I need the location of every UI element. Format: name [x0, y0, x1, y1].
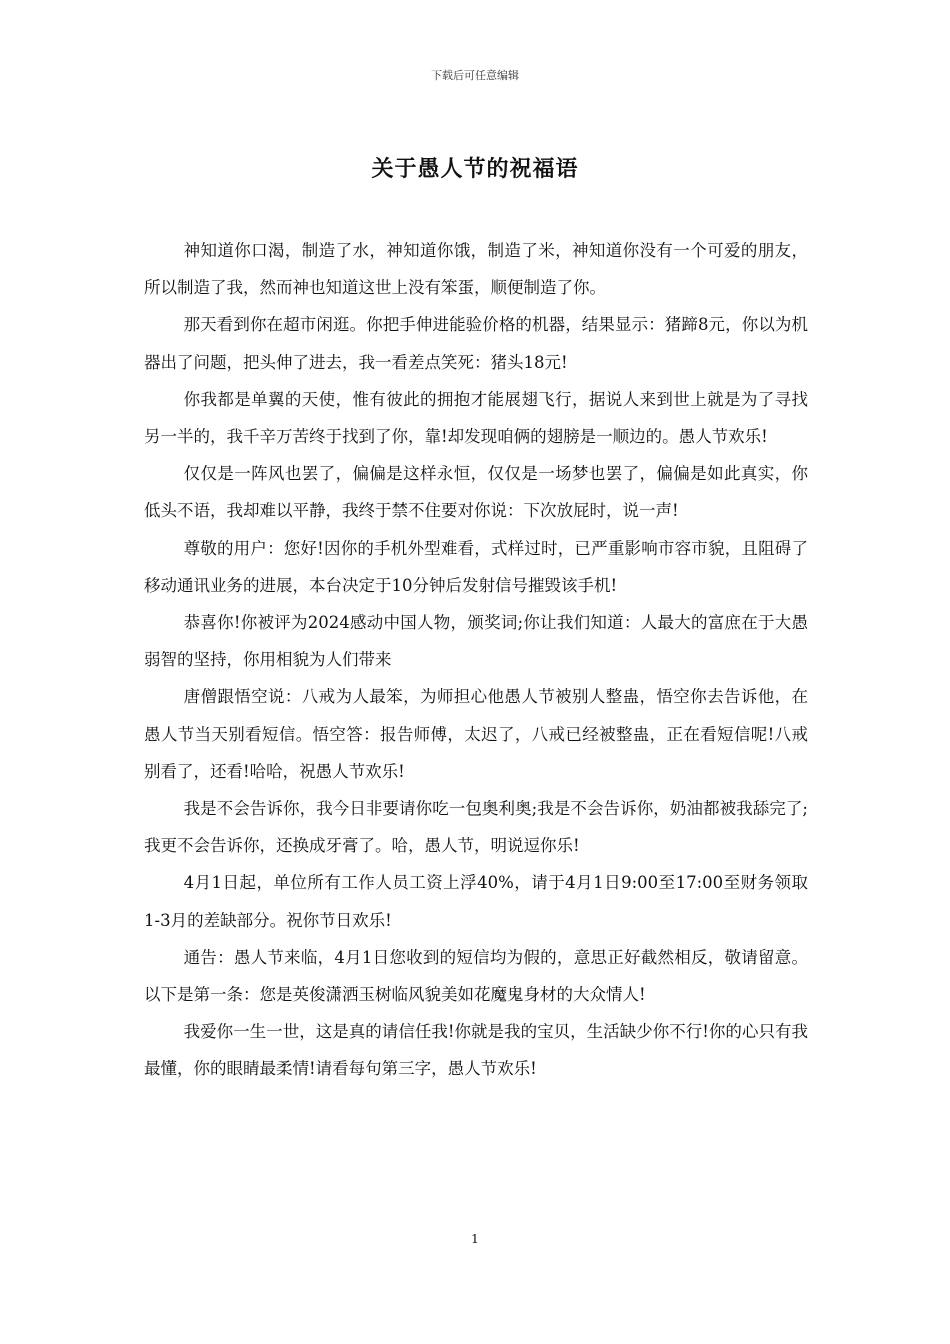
paragraph: 我是不会告诉你，我今日非要请你吃一包奥利奥;我是不会告诉你，奶油都被我舔完了;我更不会告诉你，还换成牙膏了。哈，愚人节，明说逗你乐! [144, 799, 808, 856]
paragraph: 4月1日起，单位所有工作人员工资上浮40%，请于4月1日9:00至17:00至财务领取1-3月的差缺部分。祝你节日欢乐! [144, 873, 808, 930]
document-title: 关于愚人节的祝福语 [371, 156, 579, 182]
paragraph: 你我都是单翼的天使，惟有彼此的拥抱才能展翅飞行，据说人来到世上就是为了寻找另一半的，我千辛万苦终于找到了你，靠!却发现咱俩的翅膀是一顺边的。愚人节欢乐! [144, 389, 808, 447]
paragraph: 尊敬的用户：您好!因你的手机外型难看，式样过时，已严重影响市容市貌，且阻碍了移动通讯业务的进展，本台决定于10分钟后发射信号摧毁该手机! [144, 538, 808, 595]
paragraph: 恭喜你!你被评为2024感动中国人物，颁奖词;你让我们知道：人最大的富庶在于大愚弱智的坚持，你用相貌为人们带来 [144, 613, 808, 670]
paragraph: 唐僧跟悟空说：八戒为人最笨，为师担心他愚人节被别人整蛊，悟空你去告诉他，在愚人节当天别看短信。悟空答：报告师傅，太迟了，八戒已经被整蛊，正在看短信呢!八戒别看了，还看!哈哈，祝愚人节欢乐! [144, 687, 808, 781]
paragraph: 那天看到你在超市闲逛。你把手伸进能验价格的机器，结果显示：猪蹄8元，你以为机器出了问题，把头伸了进去，我一看差点笑死：猪头18元! [144, 315, 808, 372]
paragraph: 通告：愚人节来临，4月1日您收到的短信均为假的，意思正好截然相反，敬请留意。以下是第一条：您是英俊潇洒玉树临风貌美如花魔鬼身材的大众情人! [144, 947, 808, 1005]
document-body [144, 232, 808, 1088]
paragraph: 仅仅是一阵风也罢了，偏偏是这样永恒，仅仅是一场梦也罢了，偏偏是如此真实，你低头不语，我却难以平静，我终于禁不住要对你说：下次放屁时，说一声! [144, 464, 808, 521]
paragraph: 我爱你一生一世，这是真的请信任我!你就是我的宝贝，生活缺少你不行!你的心只有我最懂，你的眼睛最柔情!请看每句第三字，愚人节欢乐! [144, 1022, 808, 1079]
paragraph: 神知道你口渴，制造了水，神知道你饿，制造了米，神知道你没有一个可爱的朋友，所以制造了我，然而神也知道这世上没有笨蛋，顺便制造了你。 [144, 241, 808, 298]
page-number: 1 [471, 1232, 479, 1246]
header-note: 下载后可任意编辑 [431, 69, 519, 82]
